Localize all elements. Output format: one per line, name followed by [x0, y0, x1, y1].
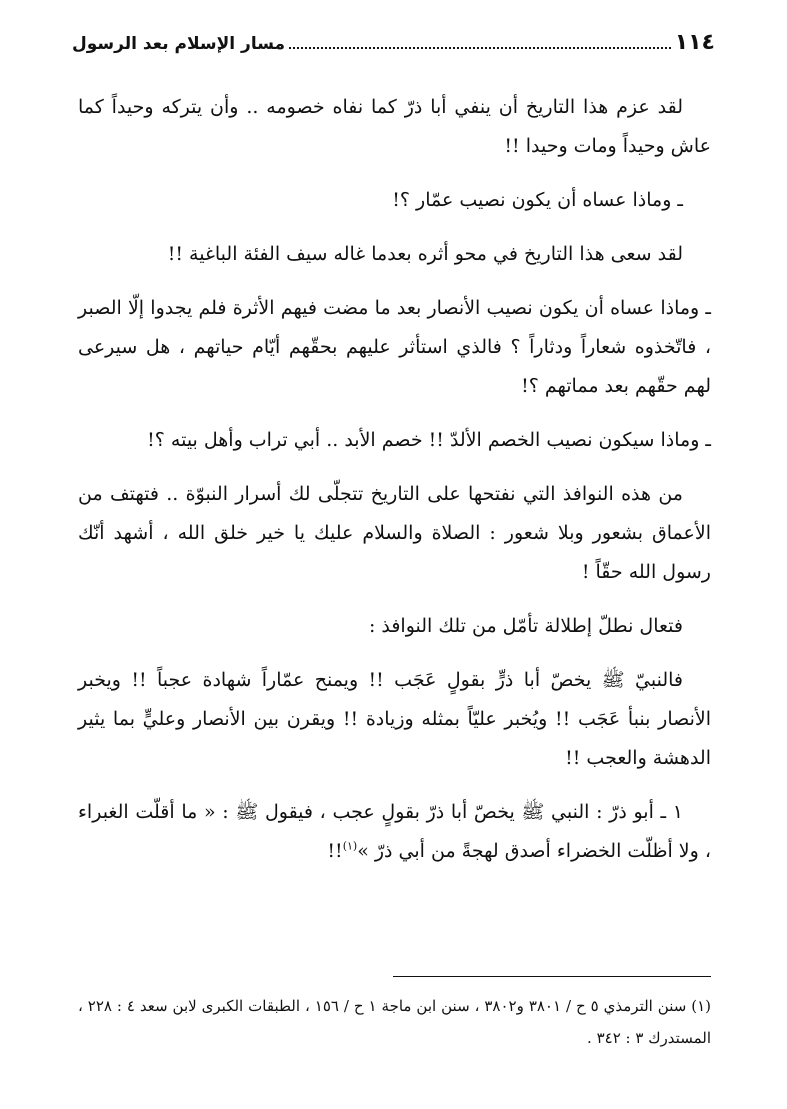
footnote-separator — [393, 976, 711, 977]
paragraph: ـ وماذا عساه أن يكون نصيب عمّار ؟! — [392, 189, 683, 211]
paragraph: ـ وماذا سيكون نصيب الخصم الألدّ !! خصم الأبد .. أبي تراب وأهل بيته ؟! — [147, 429, 711, 451]
paragraph: فالنبيّ ﷺ يخصّ أبا ذرٍّ بقولٍ عَجَب !! ويمنح عمّاراً شهادة عجباً !! ويخبر الأنصار بنبأ عَجَب !! ويُخبر عليّاً بمثله وزيادة !! ويقرن بين الأنصار وعليٍّ بما يثير الدهشة والعجب !! — [78, 669, 711, 769]
paragraph-tail: !! — [327, 840, 343, 862]
footnote-reference: (١) — [342, 839, 358, 853]
paragraph: لقد سعى هذا التاريخ في محو أثره بعدما غاله سيف الفئة الباغية !! — [167, 243, 683, 265]
body-text — [78, 88, 711, 886]
header-dot-leader — [289, 47, 671, 49]
page-number: ١١٤ — [674, 30, 715, 55]
footnote: (١) سنن الترمذي ٥ ح / ٣٨٠١ و٣٨٠٢ ، سنن ابن ماجة ١ ح / ١٥٦ ، الطبقات الكبرى لابن سعد ٤ : ٢٢٨ ، المستدرك ٣ : ٣٤٢ . — [78, 997, 712, 1047]
paragraph — [78, 793, 711, 871]
running-header — [72, 30, 715, 55]
paragraph-text: ١ ـ أبو ذرّ : النبي ﷺ يخصّ أبا ذرّ بقولٍ عجب ، فيقول ﷺ : « ما أقلّت الغبراء ، ولا أظلّت الخضراء أصدق لهجةً من أبي ذرّ » — [78, 801, 711, 862]
running-title: مسار الإسلام بعد الرسول — [72, 34, 286, 54]
paragraph: ـ وماذا عساه أن يكون نصيب الأنصار بعد ما مضت فيهم الأثرة فلم يجدوا إلّا الصبر ، فاتّخذوه شعاراً ودثاراً ؟ فالذي استأثر عليهم بحقّهم أيّام حياتهم ، هل سيرعى لهم حقّهم بعد مماتهم ؟! — [78, 297, 711, 397]
paragraph: فتعال نطلّ إطلالة تأمّل من تلك النوافذ : — [368, 615, 683, 637]
paragraph: من هذه النوافذ التي نفتحها على التاريخ تتجلّى لك أسرار النبوّة .. فتهتف من الأعماق بشعور وبلا شعور : الصلاة والسلام عليك يا خير خلق الله ، أشهد أنّك رسول الله حقّاً ! — [78, 483, 711, 583]
paragraph: لقد عزم هذا التاريخ أن ينفي أبا ذرّ كما نفاه خصومه .. وأن يتركه وحيداً كما عاش وحيداً ومات وحيدا !! — [78, 96, 711, 157]
